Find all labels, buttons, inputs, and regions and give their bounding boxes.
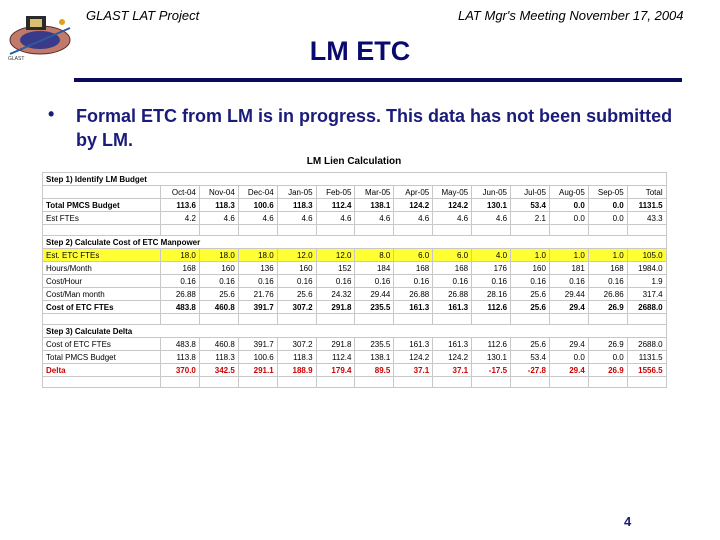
empty-cell (316, 314, 355, 325)
table-cell: 1556.5 (627, 364, 666, 377)
table-cell: 188.9 (277, 364, 316, 377)
table-cell: 0.0 (588, 212, 627, 225)
table-cell: 291.1 (238, 364, 277, 377)
table-cell: 0.16 (588, 275, 627, 288)
slide-title: LM ETC (309, 36, 411, 66)
row-label: Cost/Man month (43, 288, 161, 301)
blank-row (43, 377, 667, 388)
month-header: Mar-05 (355, 186, 394, 199)
table-cell: 0.0 (549, 212, 588, 225)
table-cell: 138.1 (355, 199, 394, 212)
table-cell: 184 (355, 262, 394, 275)
table-cell: 317.4 (627, 288, 666, 301)
row-label: Hours/Month (43, 262, 161, 275)
table-cell: 12.0 (277, 249, 316, 262)
table-row (43, 338, 667, 351)
table-cell: 1.0 (549, 249, 588, 262)
empty-cell (588, 377, 627, 388)
table-cell: 1.0 (511, 249, 550, 262)
table-row (43, 262, 667, 275)
table-cell: -27.8 (511, 364, 550, 377)
title-divider (74, 78, 682, 82)
step-row (43, 325, 667, 338)
empty-cell (511, 225, 550, 236)
table-cell: 24.32 (316, 288, 355, 301)
lien-spreadsheet (42, 152, 666, 462)
table-cell: 161.3 (394, 338, 433, 351)
table-cell: 160 (277, 262, 316, 275)
table-cell: 105.0 (627, 249, 666, 262)
table-cell: 0.16 (433, 275, 472, 288)
table-cell: 26.9 (588, 301, 627, 314)
table-cell: 160 (511, 262, 550, 275)
table-cell: 4.6 (238, 212, 277, 225)
table-cell: 4.0 (472, 249, 511, 262)
table-cell: 4.6 (433, 212, 472, 225)
table-cell: 307.2 (277, 301, 316, 314)
table-cell: 113.6 (161, 199, 200, 212)
table-cell: 37.1 (394, 364, 433, 377)
table-cell: 29.44 (549, 288, 588, 301)
table-cell: 53.4 (511, 351, 550, 364)
empty-cell (277, 225, 316, 236)
table-cell: 25.6 (511, 288, 550, 301)
empty-cell (355, 377, 394, 388)
bullet-marker: • (48, 104, 55, 124)
table-cell: 18.0 (161, 249, 200, 262)
empty-cell (277, 377, 316, 388)
table-cell: 112.6 (472, 301, 511, 314)
table-cell: 4.6 (199, 212, 238, 225)
table-cell: 21.76 (238, 288, 277, 301)
month-header: Jul-05 (511, 186, 550, 199)
table-row (43, 275, 667, 288)
table-cell: 168 (161, 262, 200, 275)
table-cell: 25.6 (277, 288, 316, 301)
empty-cell (199, 377, 238, 388)
empty-cell (433, 225, 472, 236)
table-cell: 53.4 (511, 199, 550, 212)
blank-row (43, 225, 667, 236)
table-cell: 0.16 (394, 275, 433, 288)
empty-cell (43, 225, 161, 236)
empty-cell (238, 314, 277, 325)
table-cell: 4.2 (161, 212, 200, 225)
table-cell: 235.5 (355, 301, 394, 314)
month-header: Jan-05 (277, 186, 316, 199)
row-label: Cost of ETC FTEs (43, 338, 161, 351)
table-cell: 181 (549, 262, 588, 275)
empty-cell (161, 225, 200, 236)
table-cell: 0.16 (511, 275, 550, 288)
table-cell: 8.0 (355, 249, 394, 262)
header-spacer (43, 186, 161, 199)
table-cell: 25.6 (511, 301, 550, 314)
row-label: Cost of ETC FTEs (43, 301, 161, 314)
table-cell: 0.0 (588, 351, 627, 364)
table-cell: 124.2 (394, 199, 433, 212)
table-cell: 0.16 (472, 275, 511, 288)
empty-cell (161, 314, 200, 325)
table-cell: 25.6 (511, 338, 550, 351)
row-label: Est. ETC FTEs (43, 249, 161, 262)
table-cell: 26.9 (588, 364, 627, 377)
table-cell: 4.6 (472, 212, 511, 225)
table-cell: 124.2 (433, 199, 472, 212)
table-cell: 0.0 (588, 199, 627, 212)
table-cell: 112.6 (472, 338, 511, 351)
step-row (43, 236, 667, 249)
empty-cell (549, 377, 588, 388)
table-cell: 37.1 (433, 364, 472, 377)
table-cell: 179.4 (316, 364, 355, 377)
empty-cell (394, 314, 433, 325)
table-cell: 4.6 (394, 212, 433, 225)
empty-cell (394, 377, 433, 388)
table-cell: 0.16 (549, 275, 588, 288)
month-header: Sep-05 (588, 186, 627, 199)
table-cell: 168 (433, 262, 472, 275)
table-cell: 138.1 (355, 351, 394, 364)
month-header: Jun-05 (472, 186, 511, 199)
table-cell: 28.16 (472, 288, 511, 301)
table-cell: 29.44 (355, 288, 394, 301)
svg-text:GLAST: GLAST (8, 56, 25, 62)
table-cell: 1984.0 (627, 262, 666, 275)
empty-cell (588, 314, 627, 325)
table-cell: 291.8 (316, 338, 355, 351)
header-project: GLAST LAT Project (86, 8, 200, 23)
table-cell: 291.8 (316, 301, 355, 314)
table-cell: 25.6 (199, 288, 238, 301)
table-cell: 113.8 (161, 351, 200, 364)
table-cell: 43.3 (627, 212, 666, 225)
step-row (43, 173, 667, 186)
table-cell: 161.3 (394, 301, 433, 314)
table-cell: 370.0 (161, 364, 200, 377)
empty-cell (511, 377, 550, 388)
table-cell: 6.0 (433, 249, 472, 262)
table-cell: 18.0 (199, 249, 238, 262)
page-number: 4 (624, 514, 632, 529)
table-cell: 483.8 (161, 338, 200, 351)
table-row (43, 301, 667, 314)
empty-cell (355, 225, 394, 236)
month-header: Oct-04 (161, 186, 200, 199)
empty-cell (472, 314, 511, 325)
row-label: Cost/Hour (43, 275, 161, 288)
empty-cell (549, 314, 588, 325)
table-cell: 12.0 (316, 249, 355, 262)
table-cell: 161.3 (433, 338, 472, 351)
empty-cell (511, 314, 550, 325)
table-cell: 1131.5 (627, 199, 666, 212)
step-label: Step 1) Identify LM Budget (43, 173, 667, 186)
month-header: Dec-04 (238, 186, 277, 199)
table-cell: 0.16 (238, 275, 277, 288)
empty-cell (238, 225, 277, 236)
table-cell: 26.88 (394, 288, 433, 301)
empty-cell (199, 314, 238, 325)
month-header: May-05 (433, 186, 472, 199)
month-header: Aug-05 (549, 186, 588, 199)
table-cell: 168 (588, 262, 627, 275)
table-cell: 130.1 (472, 199, 511, 212)
empty-cell (355, 314, 394, 325)
table-cell: 26.88 (161, 288, 200, 301)
empty-cell (472, 377, 511, 388)
table-cell: 26.88 (433, 288, 472, 301)
table-cell: 342.5 (199, 364, 238, 377)
table-cell: 4.6 (277, 212, 316, 225)
lien-table (42, 172, 667, 388)
table-row (43, 199, 667, 212)
table-cell: 0.0 (549, 199, 588, 212)
empty-cell (43, 377, 161, 388)
table-cell: 1.9 (627, 275, 666, 288)
table-row (43, 249, 667, 262)
table-cell: 391.7 (238, 301, 277, 314)
table-cell: 112.4 (316, 351, 355, 364)
table-cell: 6.0 (394, 249, 433, 262)
empty-cell (316, 225, 355, 236)
table-cell: 152 (316, 262, 355, 275)
table-row (43, 364, 667, 377)
row-label: Delta (43, 364, 161, 377)
table-row (43, 351, 667, 364)
table-cell: 0.0 (549, 351, 588, 364)
empty-cell (161, 377, 200, 388)
month-header: Feb-05 (316, 186, 355, 199)
table-cell: 136 (238, 262, 277, 275)
table-cell: 0.16 (161, 275, 200, 288)
blank-row (43, 314, 667, 325)
table-cell: 29.4 (549, 338, 588, 351)
table-cell: 0.16 (277, 275, 316, 288)
empty-cell (627, 377, 666, 388)
table-row (43, 288, 667, 301)
table-cell: 130.1 (472, 351, 511, 364)
table-cell: 124.2 (394, 351, 433, 364)
table-cell: 0.16 (355, 275, 394, 288)
step-label: Step 2) Calculate Cost of ETC Manpower (43, 236, 667, 249)
table-cell: 2.1 (511, 212, 550, 225)
table-cell: 29.4 (549, 301, 588, 314)
table-cell: 89.5 (355, 364, 394, 377)
table-cell: -17.5 (472, 364, 511, 377)
month-header: Nov-04 (199, 186, 238, 199)
table-cell: 2688.0 (627, 338, 666, 351)
table-cell: 18.0 (238, 249, 277, 262)
table-cell: 307.2 (277, 338, 316, 351)
month-header: Apr-05 (394, 186, 433, 199)
empty-cell (43, 314, 161, 325)
table-cell: 100.6 (238, 351, 277, 364)
row-label: Total PMCS Budget (43, 351, 161, 364)
table-cell: 26.86 (588, 288, 627, 301)
empty-cell (588, 225, 627, 236)
table-cell: 4.6 (355, 212, 394, 225)
table-cell: 124.2 (433, 351, 472, 364)
table-cell: 29.4 (549, 364, 588, 377)
table-cell: 118.3 (199, 351, 238, 364)
empty-cell (549, 225, 588, 236)
table-cell: 161.3 (433, 301, 472, 314)
empty-cell (472, 225, 511, 236)
table-cell: 1131.5 (627, 351, 666, 364)
table-cell: 1.0 (588, 249, 627, 262)
table-cell: 391.7 (238, 338, 277, 351)
table-cell: 483.8 (161, 301, 200, 314)
table-cell: 460.8 (199, 338, 238, 351)
empty-cell (238, 377, 277, 388)
table-cell: 118.3 (277, 351, 316, 364)
month-header-row (43, 186, 667, 199)
empty-cell (199, 225, 238, 236)
table-cell: 0.16 (316, 275, 355, 288)
step-label: Step 3) Calculate Delta (43, 325, 667, 338)
table-cell: 26.9 (588, 338, 627, 351)
table-cell: 118.3 (199, 199, 238, 212)
row-label: Total PMCS Budget (43, 199, 161, 212)
empty-cell (627, 314, 666, 325)
month-header: Total (627, 186, 666, 199)
table-cell: 2688.0 (627, 301, 666, 314)
table-cell: 4.6 (316, 212, 355, 225)
empty-cell (627, 225, 666, 236)
empty-cell (277, 314, 316, 325)
row-label: Est FTEs (43, 212, 161, 225)
table-cell: 160 (199, 262, 238, 275)
bullet-text: Formal ETC from LM is in progress. This data has not been submitted by LM. (76, 106, 673, 150)
empty-cell (433, 314, 472, 325)
sheet-title: LM Lien Calculation (306, 156, 402, 167)
table-cell: 460.8 (199, 301, 238, 314)
table-row (43, 212, 667, 225)
table-cell: 235.5 (355, 338, 394, 351)
table-cell: 168 (394, 262, 433, 275)
table-cell: 0.16 (199, 275, 238, 288)
empty-cell (433, 377, 472, 388)
table-cell: 100.6 (238, 199, 277, 212)
empty-cell (316, 377, 355, 388)
table-cell: 118.3 (277, 199, 316, 212)
table-cell: 112.4 (316, 199, 355, 212)
table-cell: 176 (472, 262, 511, 275)
empty-cell (394, 225, 433, 236)
header-meeting: LAT Mgr's Meeting November 17, 2004 (458, 8, 684, 23)
